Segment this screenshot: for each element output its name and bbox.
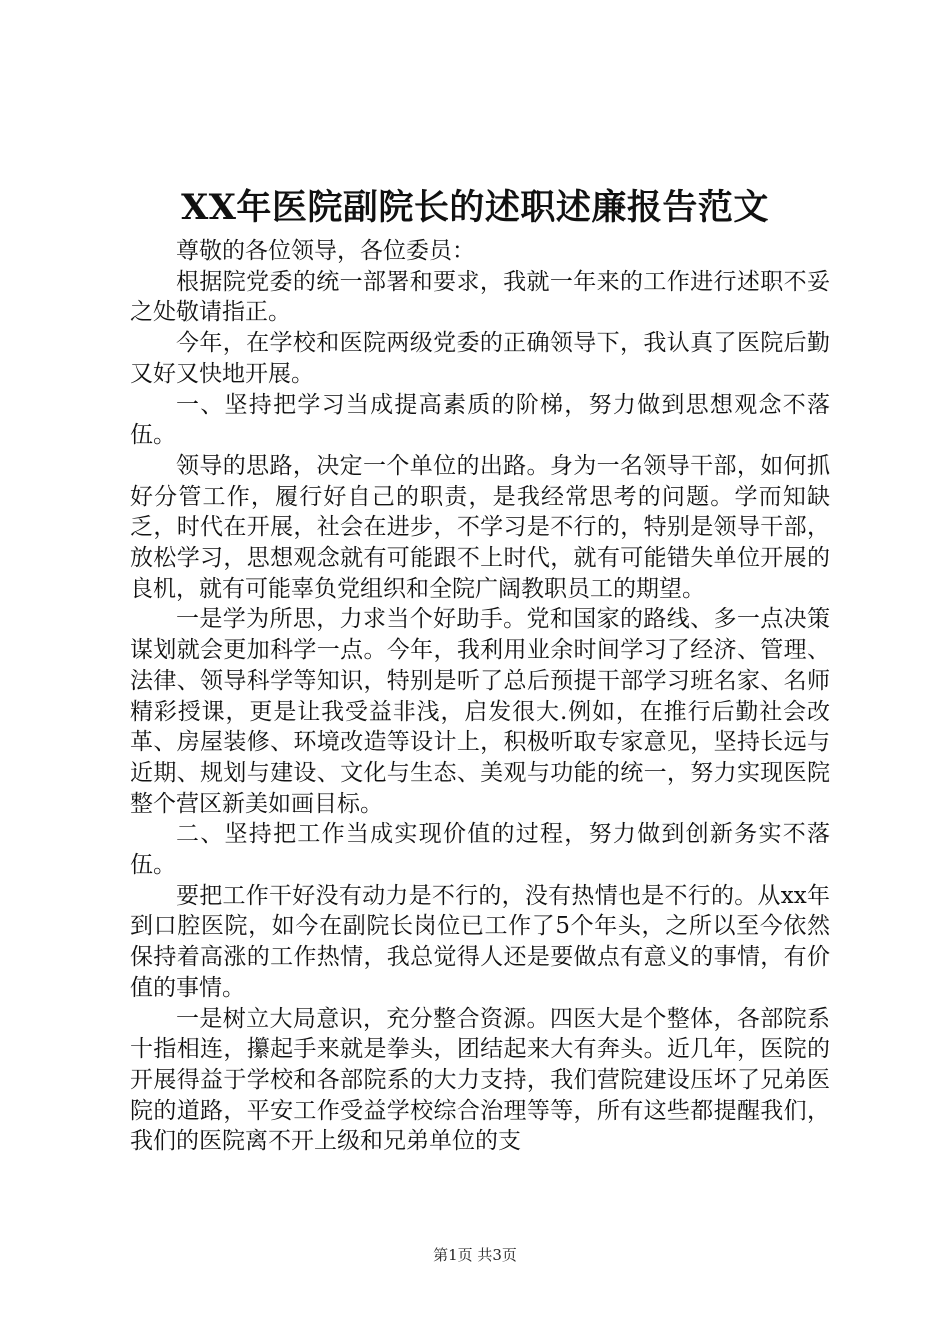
- paragraph: 要把工作干好没有动力是不行的，没有热情也是不行的。从xx年到口腔医院，如今在副院长岗位已工作了5个年头，之所以至今依然保持着高涨的工作热情，我总觉得人还是要做点有意义的事情，有价值的事情。: [130, 882, 830, 1001]
- paragraph: 根据院党委的统一部署和要求，我就一年来的工作进行述职不妥之处敬请指正。: [130, 268, 830, 326]
- section-heading: 二、坚持把工作当成实现价值的过程，努力做到创新务实不落伍。: [130, 821, 830, 879]
- document-body: [130, 236, 830, 1157]
- section-heading: 一、坚持把学习当成提高素质的阶梯，努力做到思想观念不落伍。: [130, 391, 830, 449]
- paragraph: 一是树立大局意识，充分整合资源。四医大是个整体，各部院系十指相连，攥起手来就是拳头，团结起来大有奔头。近几年，医院的开展得益于学校和各部院系的大力支持，我们营院建设压坏了兄弟医院的道路，平安工作受益学校综合治理等等，所有这些都提醒我们，我们的医院离不开上级和兄弟单位的支: [130, 1005, 830, 1155]
- paragraph: 今年，在学校和医院两级党委的正确领导下，我认真了医院后勤又好又快地开展。: [130, 330, 830, 387]
- document-title: XX年医院副院长的述职述廉报告范文: [181, 187, 769, 228]
- salutation: 尊敬的各位领导，各位委员：: [176, 238, 475, 264]
- paragraph: 一是学为所思，力求当个好助手。党和国家的路线、多一点决策谋划就会更加科学一点。今年，我利用业余时间学习了经济、管理、法律、领导科学等知识，特别是听了总后预提干部学习班名家、名师精彩授课，更是让我受益非浅，启发很大.例如，在推行后勤社会改革、房屋装修、环境改造等设计上，积极听取专家意见，坚持长远与近期、规划与建设、文化与生态、美观与功能的统一，努力实现医院整个营区新美如画目标。: [130, 606, 830, 817]
- paragraph: 领导的思路，决定一个单位的出路。身为一名领导干部，如何抓好分管工作，履行好自己的职责，是我经常思考的问题。学而知缺乏，时代在开展，社会在进步，不学习是不行的，特别是领导干部，放松学习，思想观念就有可能跟不上时代，就有可能错失单位开展的良机，就有可能辜负党组织和全院广阔教职员工的期望。: [130, 452, 830, 602]
- page-footer: 第1页 共3页: [433, 1246, 517, 1264]
